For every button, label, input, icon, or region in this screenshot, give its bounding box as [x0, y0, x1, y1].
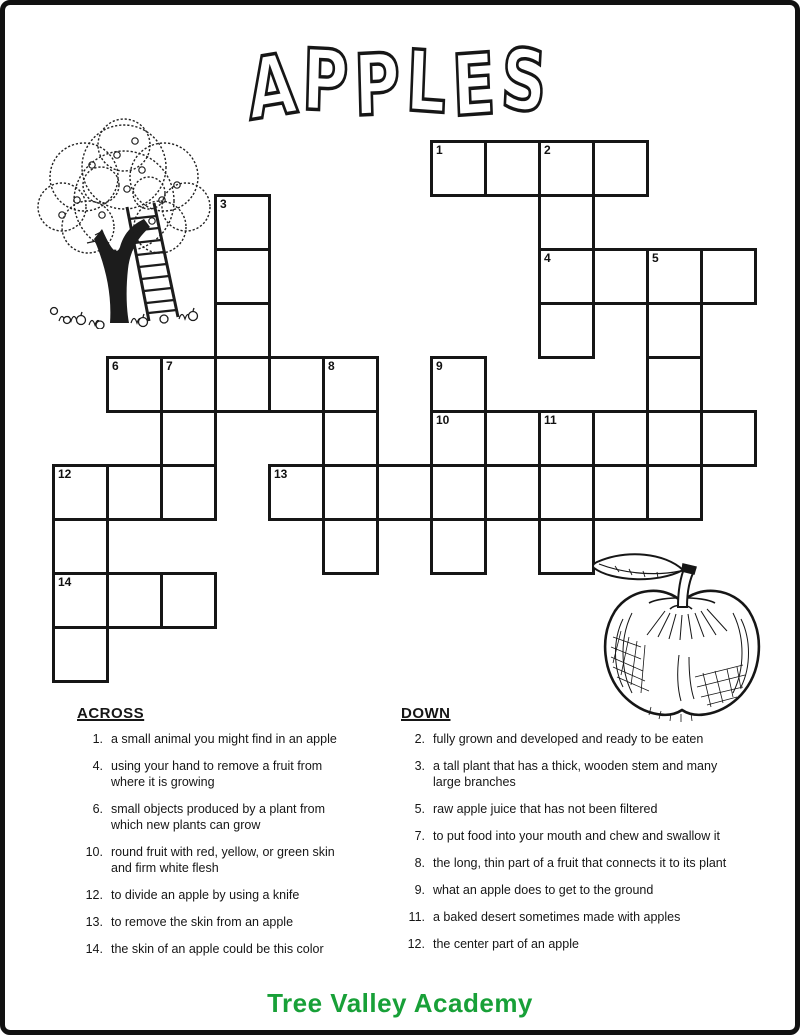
clue-item-number: 3. — [414, 759, 425, 773]
clue-item-number: 1. — [92, 732, 103, 746]
clue-item — [399, 882, 789, 898]
across-heading: ACROSS — [77, 705, 145, 722]
clue-item-text: round fruit with red, yellow, or green skin and firm white flesh — [111, 845, 335, 875]
grid-cell[interactable] — [106, 356, 163, 413]
grid-cell-number: 2 — [544, 143, 551, 157]
grid-cell[interactable] — [592, 248, 649, 305]
clue-item — [75, 844, 385, 876]
clue-item — [399, 909, 789, 925]
clue-item-text: raw apple juice that has not been filtered — [433, 802, 658, 816]
grid-cell-number: 1 — [436, 143, 443, 157]
grid-cell[interactable] — [322, 518, 379, 575]
clue-item — [399, 855, 789, 871]
grid-cell-number: 5 — [652, 251, 659, 265]
footer-brand: Tree Valley Academy — [267, 988, 533, 1018]
title-letter: L — [404, 32, 455, 134]
clue-item-text: a baked desert sometimes made with apples — [433, 910, 681, 924]
clue-item-number: 6. — [92, 802, 103, 816]
clue-item-number: 9. — [414, 883, 425, 897]
clue-item-number: 13. — [85, 915, 103, 929]
clue-item-text: what an apple does to get to the ground — [433, 883, 654, 897]
clue-item-text: using your hand to remove a fruit from where it is growing — [111, 759, 323, 789]
clue-item-number: 2. — [414, 732, 425, 746]
page-title — [5, 30, 795, 140]
title-letter: A — [243, 33, 307, 140]
clue-item — [399, 828, 789, 844]
grid-cell[interactable] — [700, 410, 757, 467]
grid-cell[interactable] — [538, 302, 595, 359]
grid-cell[interactable] — [214, 356, 271, 413]
grid-cell[interactable] — [52, 518, 109, 575]
clue-item-number: 7. — [414, 829, 425, 843]
apple-illustration — [585, 545, 777, 723]
grid-cell[interactable] — [52, 626, 109, 683]
clue-item-text: fully grown and developed and ready to be eaten — [433, 732, 704, 746]
grid-cell[interactable] — [106, 464, 163, 521]
clue-item-number: 11. — [408, 910, 425, 924]
grid-cell[interactable] — [214, 248, 271, 305]
grid-cell-number: 11 — [544, 413, 557, 427]
grid-cell-number: 8 — [328, 359, 335, 373]
clue-item-number: 14. — [85, 942, 103, 956]
title-letter: P — [352, 35, 408, 136]
clue-item — [399, 758, 789, 790]
grid-cell-number: 10 — [436, 413, 450, 427]
clue-item — [399, 801, 789, 817]
clue-item-text: a tall plant that has a thick, wooden stem and many large branches — [433, 759, 718, 789]
apple-body — [605, 591, 759, 715]
grid-cell-number: 14 — [58, 575, 72, 589]
grid-cell[interactable] — [160, 572, 217, 629]
grid-cell[interactable] — [160, 464, 217, 521]
down-column — [399, 705, 789, 963]
grid-cell[interactable] — [430, 410, 487, 467]
grid-cell[interactable] — [52, 464, 109, 521]
grid-cell[interactable] — [160, 356, 217, 413]
grid-cell[interactable] — [538, 194, 595, 251]
grid-cell[interactable] — [538, 464, 595, 521]
clue-item — [75, 758, 385, 790]
clue-item-text: a small animal you might find in an apple — [111, 732, 337, 746]
grid-cell-number: 12 — [58, 467, 72, 481]
grid-cell[interactable] — [538, 140, 595, 197]
clue-item-text: to put food into your mouth and chew and swallow it — [433, 829, 720, 843]
clue-item — [399, 731, 789, 747]
grid-cell[interactable] — [430, 140, 487, 197]
clue-item — [75, 887, 385, 903]
page-title-letters — [243, 30, 556, 140]
clue-item — [75, 801, 385, 833]
grid-cell[interactable] — [214, 194, 271, 251]
grid-cell-number: 3 — [220, 197, 227, 211]
clue-item-text: the center part of an apple — [433, 937, 579, 951]
grid-cell[interactable] — [538, 248, 595, 305]
grid-cell-number: 6 — [112, 359, 119, 373]
grid-cell[interactable] — [106, 572, 163, 629]
clue-item-text: small objects produced by a plant from which new plants can grow — [111, 802, 325, 832]
grid-cell[interactable] — [646, 248, 703, 305]
grid-cell[interactable] — [592, 140, 649, 197]
grid-cell[interactable] — [52, 572, 109, 629]
grid-cell[interactable] — [214, 302, 271, 359]
grid-cell-number: 13 — [274, 467, 288, 481]
grid-cell[interactable] — [430, 464, 487, 521]
clue-item-number: 4. — [92, 759, 103, 773]
across-clue-list — [75, 731, 385, 957]
clue-item — [75, 731, 385, 747]
title-letter: P — [300, 31, 356, 132]
grid-cell[interactable] — [538, 410, 595, 467]
clue-item — [399, 936, 789, 952]
grid-cell[interactable] — [322, 410, 379, 467]
grid-cell-number: 4 — [544, 251, 551, 265]
grid-cell-number: 9 — [436, 359, 443, 373]
clue-item-number: 12. — [85, 888, 103, 902]
down-heading: DOWN — [401, 705, 451, 722]
down-clue-list — [399, 731, 789, 952]
clue-item-number: 12. — [407, 937, 425, 951]
grid-cell[interactable] — [430, 356, 487, 413]
grid-cell[interactable] — [646, 356, 703, 413]
grid-cell[interactable] — [376, 464, 433, 521]
clue-item-text: the skin of an apple could be this color — [111, 942, 324, 956]
grid-cell[interactable] — [592, 464, 649, 521]
grid-cell[interactable] — [646, 302, 703, 359]
grid-cell[interactable] — [484, 140, 541, 197]
clue-item-text: to remove the skin from an apple — [111, 915, 294, 929]
clue-item-number: 5. — [414, 802, 425, 816]
grid-cell[interactable] — [484, 464, 541, 521]
clue-item-number: 10. — [85, 845, 103, 859]
clue-item-text: the long, thin part of a fruit that connects it to its plant — [433, 856, 727, 870]
grid-cell-number: 7 — [166, 359, 173, 373]
grid-cell[interactable] — [268, 356, 325, 413]
grid-cell[interactable] — [646, 464, 703, 521]
grid-cell[interactable] — [268, 464, 325, 521]
title-letter: E — [450, 34, 504, 136]
grid-cell[interactable] — [700, 248, 757, 305]
grid-cell[interactable] — [160, 410, 217, 467]
grid-cell[interactable] — [484, 410, 541, 467]
title-letter: S — [499, 30, 556, 133]
clue-item-number: 8. — [414, 856, 425, 870]
grid-cell[interactable] — [322, 464, 379, 521]
grid-cell[interactable] — [322, 356, 379, 413]
grid-cell[interactable] — [592, 410, 649, 467]
grid-cell[interactable] — [430, 518, 487, 575]
clue-item — [75, 914, 385, 930]
across-column — [75, 705, 385, 968]
clue-item-text: to divide an apple by using a knife — [111, 888, 300, 902]
clue-item — [75, 941, 385, 957]
grid-cell[interactable] — [646, 410, 703, 467]
